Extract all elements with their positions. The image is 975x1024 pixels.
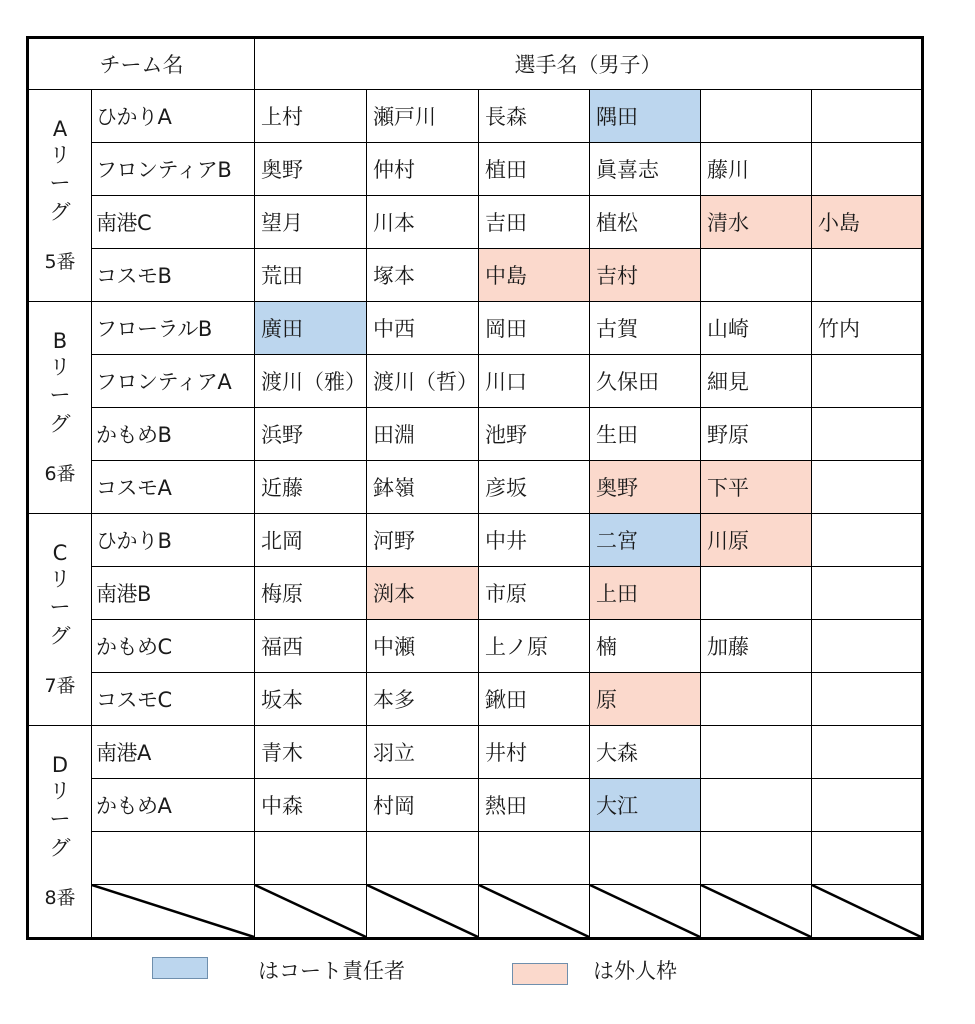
league-dash: ー <box>49 594 71 619</box>
legend-court-swatch <box>152 957 208 979</box>
team-name-cell: コスモB <box>92 249 255 302</box>
team-row <box>28 408 923 461</box>
player-cell <box>812 832 923 885</box>
team-name-cell: フローラルB <box>92 302 255 355</box>
player-cell <box>812 620 923 673</box>
team-name-header: チーム名 <box>28 38 255 90</box>
player-cell: 中西 <box>367 302 479 355</box>
player-cell <box>812 726 923 779</box>
player-cell: 楠 <box>590 620 701 673</box>
team-name-cell: コスモC <box>92 673 255 726</box>
player-cell: 下平 <box>701 461 812 514</box>
player-cell <box>812 567 923 620</box>
diagonal-strike <box>590 885 700 937</box>
player-cell <box>701 832 812 885</box>
player-cell: 川口 <box>479 355 590 408</box>
team-name-cell: かもめB <box>92 408 255 461</box>
player-cell: 原 <box>590 673 701 726</box>
team-row <box>28 832 923 885</box>
player-cell <box>479 885 590 939</box>
player-cell: 上村 <box>255 90 367 143</box>
team-name-cell: かもめC <box>92 620 255 673</box>
league-letter: A <box>52 116 68 141</box>
player-cell <box>367 885 479 939</box>
legend-foreign-swatch <box>512 963 568 985</box>
player-cell: 廣田 <box>255 302 367 355</box>
player-cell: 吉村 <box>590 249 701 302</box>
player-cell: 渕本 <box>367 567 479 620</box>
player-cell <box>255 885 367 939</box>
player-cell: 池野 <box>479 408 590 461</box>
league-gu: グ <box>49 623 71 648</box>
league-ri: リ <box>49 142 71 167</box>
team-row <box>28 90 923 143</box>
player-cell <box>812 408 923 461</box>
player-cell: 鍬田 <box>479 673 590 726</box>
team-row <box>28 355 923 408</box>
player-cell: 中島 <box>479 249 590 302</box>
player-cell: 川本 <box>367 196 479 249</box>
player-cell: 熱田 <box>479 779 590 832</box>
player-cell: 瀬戸川 <box>367 90 479 143</box>
league-gu: グ <box>49 199 71 224</box>
team-row <box>28 673 923 726</box>
league-letter: C <box>52 540 68 565</box>
player-cell: 塚本 <box>367 249 479 302</box>
diagonal-strike <box>92 885 254 937</box>
player-cell <box>255 832 367 885</box>
team-name-cell: フロンティアB <box>92 143 255 196</box>
league-letter: D <box>51 752 69 777</box>
roster-table <box>26 36 924 940</box>
player-cell: 上ノ原 <box>479 620 590 673</box>
player-cell: 植田 <box>479 143 590 196</box>
league-label <box>28 514 92 726</box>
player-cell: 近藤 <box>255 461 367 514</box>
team-row <box>28 461 923 514</box>
header-row <box>28 38 923 90</box>
team-name-cell: ひかりA <box>92 90 255 143</box>
player-cell: 河野 <box>367 514 479 567</box>
player-cell: 浜野 <box>255 408 367 461</box>
league-court-number: 6番 <box>44 462 76 485</box>
player-cell: 奥野 <box>590 461 701 514</box>
player-cell: 田淵 <box>367 408 479 461</box>
player-cell <box>590 832 701 885</box>
league-ri: リ <box>49 354 71 379</box>
diagonal-strike <box>701 885 811 937</box>
team-row <box>28 196 923 249</box>
player-cell: 隅田 <box>590 90 701 143</box>
player-cell: 中森 <box>255 779 367 832</box>
player-cell: 上田 <box>590 567 701 620</box>
diagonal-strike <box>367 885 478 937</box>
roster-body <box>28 90 923 939</box>
team-name-cell: 南港B <box>92 567 255 620</box>
league-dash: ー <box>49 806 71 831</box>
player-cell: 奥野 <box>255 143 367 196</box>
player-cell: 市原 <box>479 567 590 620</box>
diagonal-strike <box>255 885 366 937</box>
league-label <box>28 302 92 514</box>
player-cell: 北岡 <box>255 514 367 567</box>
player-cell: 吉田 <box>479 196 590 249</box>
player-cell: 竹内 <box>812 302 923 355</box>
legend-foreign-label: は外人枠 <box>593 959 677 983</box>
player-cell <box>812 779 923 832</box>
player-cell <box>479 832 590 885</box>
player-cell: 彦坂 <box>479 461 590 514</box>
team-name-cell: かもめA <box>92 779 255 832</box>
player-cell: 生田 <box>590 408 701 461</box>
team-row <box>28 620 923 673</box>
league-court-number: 5番 <box>44 250 76 273</box>
player-cell: 本多 <box>367 673 479 726</box>
team-row <box>28 567 923 620</box>
team-row <box>28 726 923 779</box>
league-label <box>28 90 92 302</box>
player-cell <box>812 249 923 302</box>
player-cell <box>701 779 812 832</box>
league-label <box>28 726 92 939</box>
player-cell: 岡田 <box>479 302 590 355</box>
player-cell: 村岡 <box>367 779 479 832</box>
player-cell: 青木 <box>255 726 367 779</box>
player-cell: 眞喜志 <box>590 143 701 196</box>
player-cell: 古賀 <box>590 302 701 355</box>
team-row <box>28 302 923 355</box>
player-cell <box>701 90 812 143</box>
player-cell <box>701 673 812 726</box>
player-cell: 中瀬 <box>367 620 479 673</box>
player-cell: 梅原 <box>255 567 367 620</box>
player-cell: 福西 <box>255 620 367 673</box>
league-court-number: 7番 <box>44 674 76 697</box>
player-cell: 羽立 <box>367 726 479 779</box>
player-cell: 二宮 <box>590 514 701 567</box>
player-cell: 井村 <box>479 726 590 779</box>
legend-court-label: はコート責任者 <box>258 959 405 983</box>
player-cell: 野原 <box>701 408 812 461</box>
player-cell: 荒田 <box>255 249 367 302</box>
team-name-cell: 南港A <box>92 726 255 779</box>
player-cell: 坂本 <box>255 673 367 726</box>
team-name-cell: 南港C <box>92 196 255 249</box>
team-name-cell: フロンティアA <box>92 355 255 408</box>
player-cell: 大森 <box>590 726 701 779</box>
player-name-header: 選手名（男子） <box>255 38 923 90</box>
league-spacer <box>29 440 91 462</box>
player-cell: 長森 <box>479 90 590 143</box>
league-gu: グ <box>49 835 71 860</box>
diagonal-strike <box>812 885 921 937</box>
player-cell <box>701 885 812 939</box>
player-cell: 小島 <box>812 196 923 249</box>
league-ri: リ <box>49 566 71 591</box>
league-ri: リ <box>49 778 71 803</box>
player-cell <box>812 143 923 196</box>
league-letter: B <box>52 328 68 353</box>
player-cell <box>367 832 479 885</box>
team-row <box>28 514 923 567</box>
player-cell: 山崎 <box>701 302 812 355</box>
player-cell <box>812 90 923 143</box>
player-cell: 久保田 <box>590 355 701 408</box>
diagonal-strike <box>479 885 589 937</box>
league-dash: ー <box>49 382 71 407</box>
player-cell: 鉢嶺 <box>367 461 479 514</box>
player-cell: 望月 <box>255 196 367 249</box>
league-dash: ー <box>49 170 71 195</box>
player-cell: 川原 <box>701 514 812 567</box>
player-cell <box>701 567 812 620</box>
league-spacer <box>29 864 91 886</box>
team-row <box>28 143 923 196</box>
team-name-cell: ひかりB <box>92 514 255 567</box>
player-cell: 細見 <box>701 355 812 408</box>
player-cell: 植松 <box>590 196 701 249</box>
player-cell <box>812 514 923 567</box>
player-cell <box>812 885 923 939</box>
player-cell <box>812 355 923 408</box>
player-cell: 渡川（雅） <box>255 355 367 408</box>
player-cell: 仲村 <box>367 143 479 196</box>
team-name-cell <box>92 832 255 885</box>
team-row <box>28 249 923 302</box>
player-cell <box>812 461 923 514</box>
team-row <box>28 885 923 939</box>
player-cell <box>590 885 701 939</box>
player-cell <box>812 673 923 726</box>
player-cell: 加藤 <box>701 620 812 673</box>
league-spacer <box>29 652 91 674</box>
league-gu: グ <box>49 411 71 436</box>
player-cell: 渡川（哲） <box>367 355 479 408</box>
team-name-cell <box>92 885 255 939</box>
league-court-number: 8番 <box>44 886 76 909</box>
team-name-cell: コスモA <box>92 461 255 514</box>
league-spacer <box>29 228 91 250</box>
player-cell: 藤川 <box>701 143 812 196</box>
player-cell: 中井 <box>479 514 590 567</box>
team-row <box>28 779 923 832</box>
player-cell: 大江 <box>590 779 701 832</box>
player-cell <box>701 249 812 302</box>
player-cell: 清水 <box>701 196 812 249</box>
player-cell <box>701 726 812 779</box>
